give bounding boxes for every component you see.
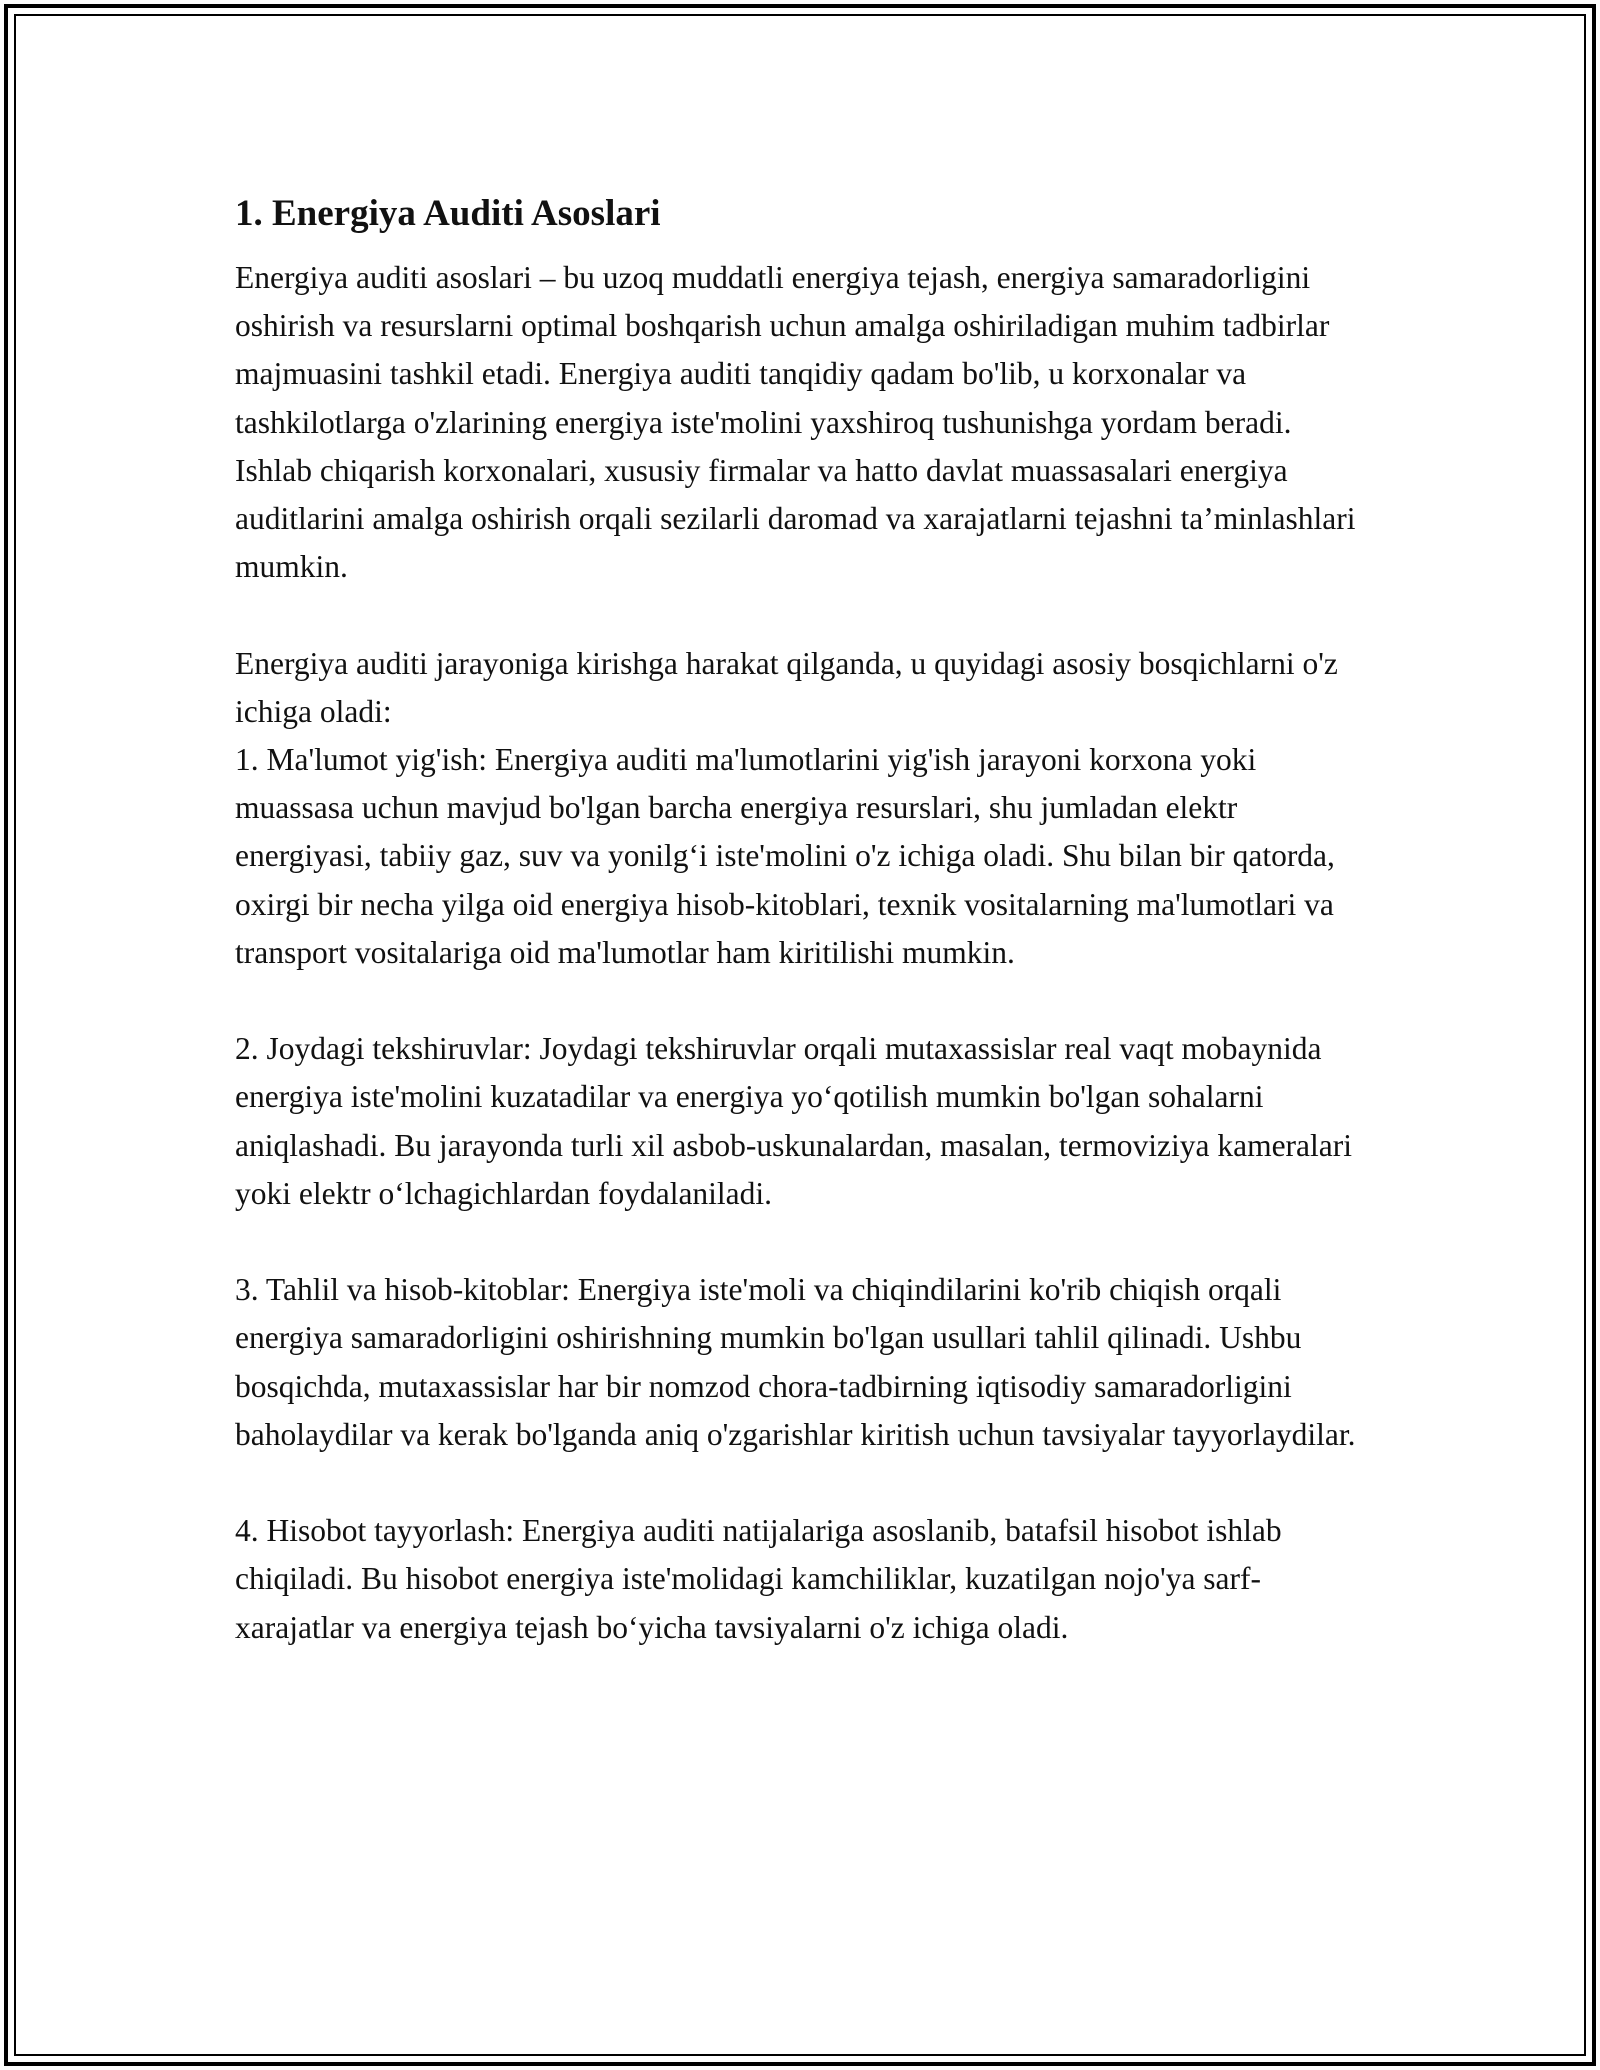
paragraph-spacer: [235, 1218, 1375, 1266]
document-body: [235, 186, 1375, 1652]
step-2-paragraph: 2. Joydagi tekshiruvlar: Joydagi tekshiruvlar orqali mutaxassislar real vaqt mobaynida energiya iste'molini kuzatadilar va energiya yo‘qotilish mumkin bo'lgan sohalarni aniqlashadi. Bu jarayonda turli xil asbob-uskunalardan, masalan, termoviziya kameralari yoki elektr o‘lchagichlardan foydalaniladi.: [235, 1031, 1353, 1211]
document-title: 1. Energiya Auditi Asoslari: [235, 193, 661, 234]
paragraph-spacer: [235, 1459, 1375, 1507]
step-3-paragraph: 3. Tahlil va hisob-kitoblar: Energiya iste'moli va chiqindilarini ko'rib chiqish orqali energiya samaradorligini oshirishning mumkin bo'lgan usullari tahlil qilinadi. Ushbu bosqichda, mutaxassislar har bir nomzod chora-tadbirning iqtisodiy samaradorligini baholaydilar va kerak bo'lganda aniq o'zgarishlar kiritish uchun tavsiyalar tayyorlaydilar.: [235, 1272, 1356, 1452]
paragraph-spacer: [235, 591, 1375, 639]
step-1-paragraph: 1. Ma'lumot yig'ish: Energiya auditi ma'lumotlarini yig'ish jarayoni korxona yoki muassasa uchun mavjud bo'lgan barcha energiya resurslari, shu jumladan elektr energiyasi, tabiiy gaz, suv va yonilg‘i iste'molini o'z ichiga oladi. Shu bilan bir qatorda, oxirgi bir necha yilga oid energiya hisob-kitoblari, texnik vositalarning ma'lumotlari va transport vositalariga oid ma'lumotlar ham kiritilishi mumkin.: [235, 742, 1335, 970]
steps-intro-paragraph: Energiya auditi jarayoniga kirishga harakat qilganda, u quyidagi asosiy bosqichlarni o'z ichiga oladi:: [235, 645, 1338, 729]
intro-paragraph: Energiya auditi asoslari – bu uzoq muddatli energiya tejash, energiya samaradorligini oshirish va resurslarni optimal boshqarish uchun amalga oshiriladigan muhim tadbirlar majmuasini tashkil etadi. Energiya auditi tanqidiy qadam bo'lib, u korxonalar va tashkilotlarga o'zlarining energiya iste'molini yaxshiroq tushunishga yordam beradi. Ishlab chiqarish korxonalari, xususiy firmalar va hatto davlat muassasalari energiya auditlarini amalga oshirish orqali sezilarli daromad va xarajatlarni tejashni ta’minlashlari mumkin.: [235, 260, 1356, 585]
paragraph-spacer: [235, 977, 1375, 1025]
step-4-paragraph: 4. Hisobot tayyorlash: Energiya auditi natijalariga asoslanib, batafsil hisobot ishlab chiqiladi. Bu hisobot energiya iste'molidagi kamchiliklar, kuzatilgan nojo'ya sarf-xarajatlar va energiya tejash bo‘yicha tavsiyalarni o'z ichiga oladi.: [235, 1513, 1282, 1645]
